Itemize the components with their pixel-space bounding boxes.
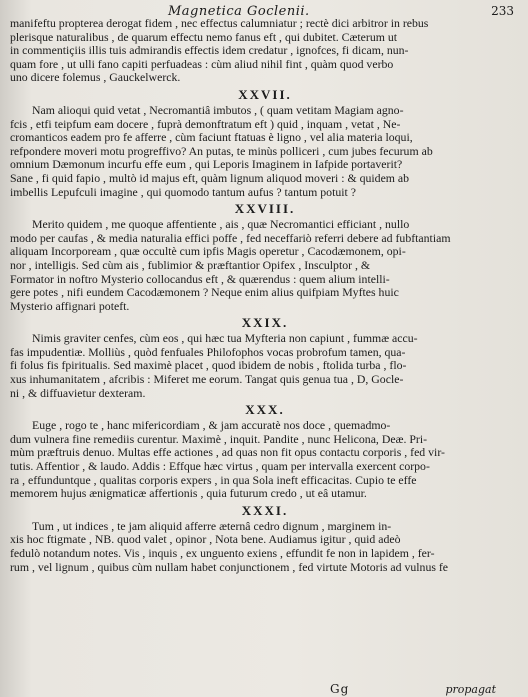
- text-line: memorem hujus ænigmaticæ affertionis , quia futurum credo , ut eâ utamur.: [10, 487, 367, 501]
- text-line: Mysterio affignari poteft.: [10, 299, 130, 313]
- text-line: Euge , rogo te , hanc mifericordiam , & jam accuratè nos doce , quemadmo-: [32, 419, 391, 433]
- section-heading: XXVII.: [238, 86, 292, 102]
- text-line: imbellis Lepufculi imagine , qui quomodo tantum aufus ? tantum potuit ?: [10, 185, 356, 199]
- catchword: propagat: [445, 683, 496, 696]
- text-line: aliquam Incorpoream , quæ occultè cum ipfis Magis operetur , Cacodæmonem, opi-: [10, 245, 406, 259]
- text-line: Nimis graviter cenfes, cùm eos , qui hæc tua Myfteria non capiunt , fummæ accu-: [32, 332, 418, 346]
- text-line: Merito quidem , me quoque affentiente , ais , quæ Necromantici efficiant , nullo: [32, 218, 410, 232]
- text-body: [10, 17, 520, 574]
- text-line: fi folus fis fpiritualis. Sed maximè placet , quod ibidem de nobis , ftolida turba , flo-: [10, 359, 407, 373]
- running-head: Magnetica Goclenii.: [168, 4, 310, 19]
- text-line: ni , & diffuavietur dexteram.: [10, 386, 146, 400]
- text-line: omnium Dæmonum incurfu effe eum , qui Leporis Imaginem in Iafpide portaverit?: [10, 158, 403, 172]
- text-line: modo per caufas , & media naturalia effici poffe , fed neceffariò referri debere ad fubftantiam: [10, 231, 451, 245]
- text-line: plerisque naturalibus , de quarum effectu nemo fanus eft , qui dubitet. Cæterum ut: [10, 30, 398, 44]
- text-line: cromanticos eadem pro fe afferre , cùm faciunt ftatuas è ligno , vel alia materia loqui,: [10, 131, 413, 145]
- text-line: quam fore , ut ulli fano capiti perfuadeas : cùm aliud nihil fint , quàm quod verbo: [10, 57, 394, 71]
- text-line: dum vulnera fine remediis curentur. Maximè , inquit. Pandite , nunc Helicona, Deæ. Pri-: [10, 432, 428, 446]
- text-line: rum , vel lignum , quibus cùm nullam habet conjunctionem , fed virtute Motoris ad vulnus fe: [10, 560, 449, 574]
- text-line: in commentiçiis illis tuis admirandis effectis idem credatur , ignofces, fi dicam, nun-: [10, 44, 409, 58]
- text-line: tutis. Affentior , & laudo. Addis : Effque hæc virtus , quam per intervalla exercent corpo-: [10, 460, 430, 474]
- text-line: uno dicere folemus , Gauckelwerck.: [10, 71, 181, 85]
- section-heading: XXIX.: [241, 315, 289, 331]
- text-line: xus inhumanitatem , afcribis : Miferet me eorum. Tangat quis genua tua , D, Gocle-: [10, 373, 404, 387]
- text-line: Nam alioqui quid vetat , Necromantiâ imbutos , ( quam vetitam Magiam agno-: [32, 103, 404, 117]
- text-line: Sane , fi quid fapio , multò id majus eft, quàm lignum aliquod moveri : & quidem ab: [10, 171, 410, 185]
- section-heading: XXX.: [245, 402, 285, 418]
- text-line: manifeftu propterea derogat fidem , nec effectus calumniatur ; rectè dici arbitror in rebus: [10, 17, 429, 30]
- text-line: nor , intelligis. Sed cùm ais , fublimior & præftantior Opifex , Insculptor , &: [10, 258, 371, 272]
- page-footer: [0, 681, 528, 697]
- text-line: Tum , ut indices , te jam aliquid afferre æternâ cedro dignum , marginem in-: [32, 519, 392, 533]
- text-line: Formator in noftro Mysterio collocandus eft , & quærendus : quem alium intelli-: [10, 272, 390, 286]
- text-line: fas impudentiæ. Molliùs , quòd fenfuales Philofophos vocas probrofum tamen, qua-: [10, 345, 406, 359]
- text-line: xis hoc ftigmate , NB. quod valet , opinor , Nota bene. Audiamus igitur , quid adeò: [10, 533, 401, 547]
- text-line: fcis , etfi teipfum eam docere , fuprà demonftratum eft ) quid , inquam , vetat , Ne-: [10, 117, 401, 131]
- page-number: 233: [491, 4, 514, 18]
- section-heading: XXVIII.: [234, 201, 296, 217]
- text-line: mùm præftruis denuo. Multas effe actiones , ad quas non fit opus contactu corporis , fed vir-: [10, 446, 445, 460]
- text-line: fedulò notandum notes. Vis , inquis , ex unguento exiens , effundit fe non in lapidem , fer-: [10, 547, 435, 560]
- text-line: ra , effunduntque , qualitas corporis expers , in qua Sola ineft efficacitas. Cupio te effe: [10, 473, 417, 487]
- text-line: gere potes , nifi eundem Cacodæmonem ? Neque enim alius quifpiam Myftes huic: [10, 286, 399, 300]
- text-line: refpondere moveri motu progreffivo? An putas, te minùs polliceri , cum jubes fecurum ab: [10, 144, 433, 158]
- section-heading: XXXI.: [241, 502, 289, 518]
- signature-mark: Gg: [330, 682, 350, 696]
